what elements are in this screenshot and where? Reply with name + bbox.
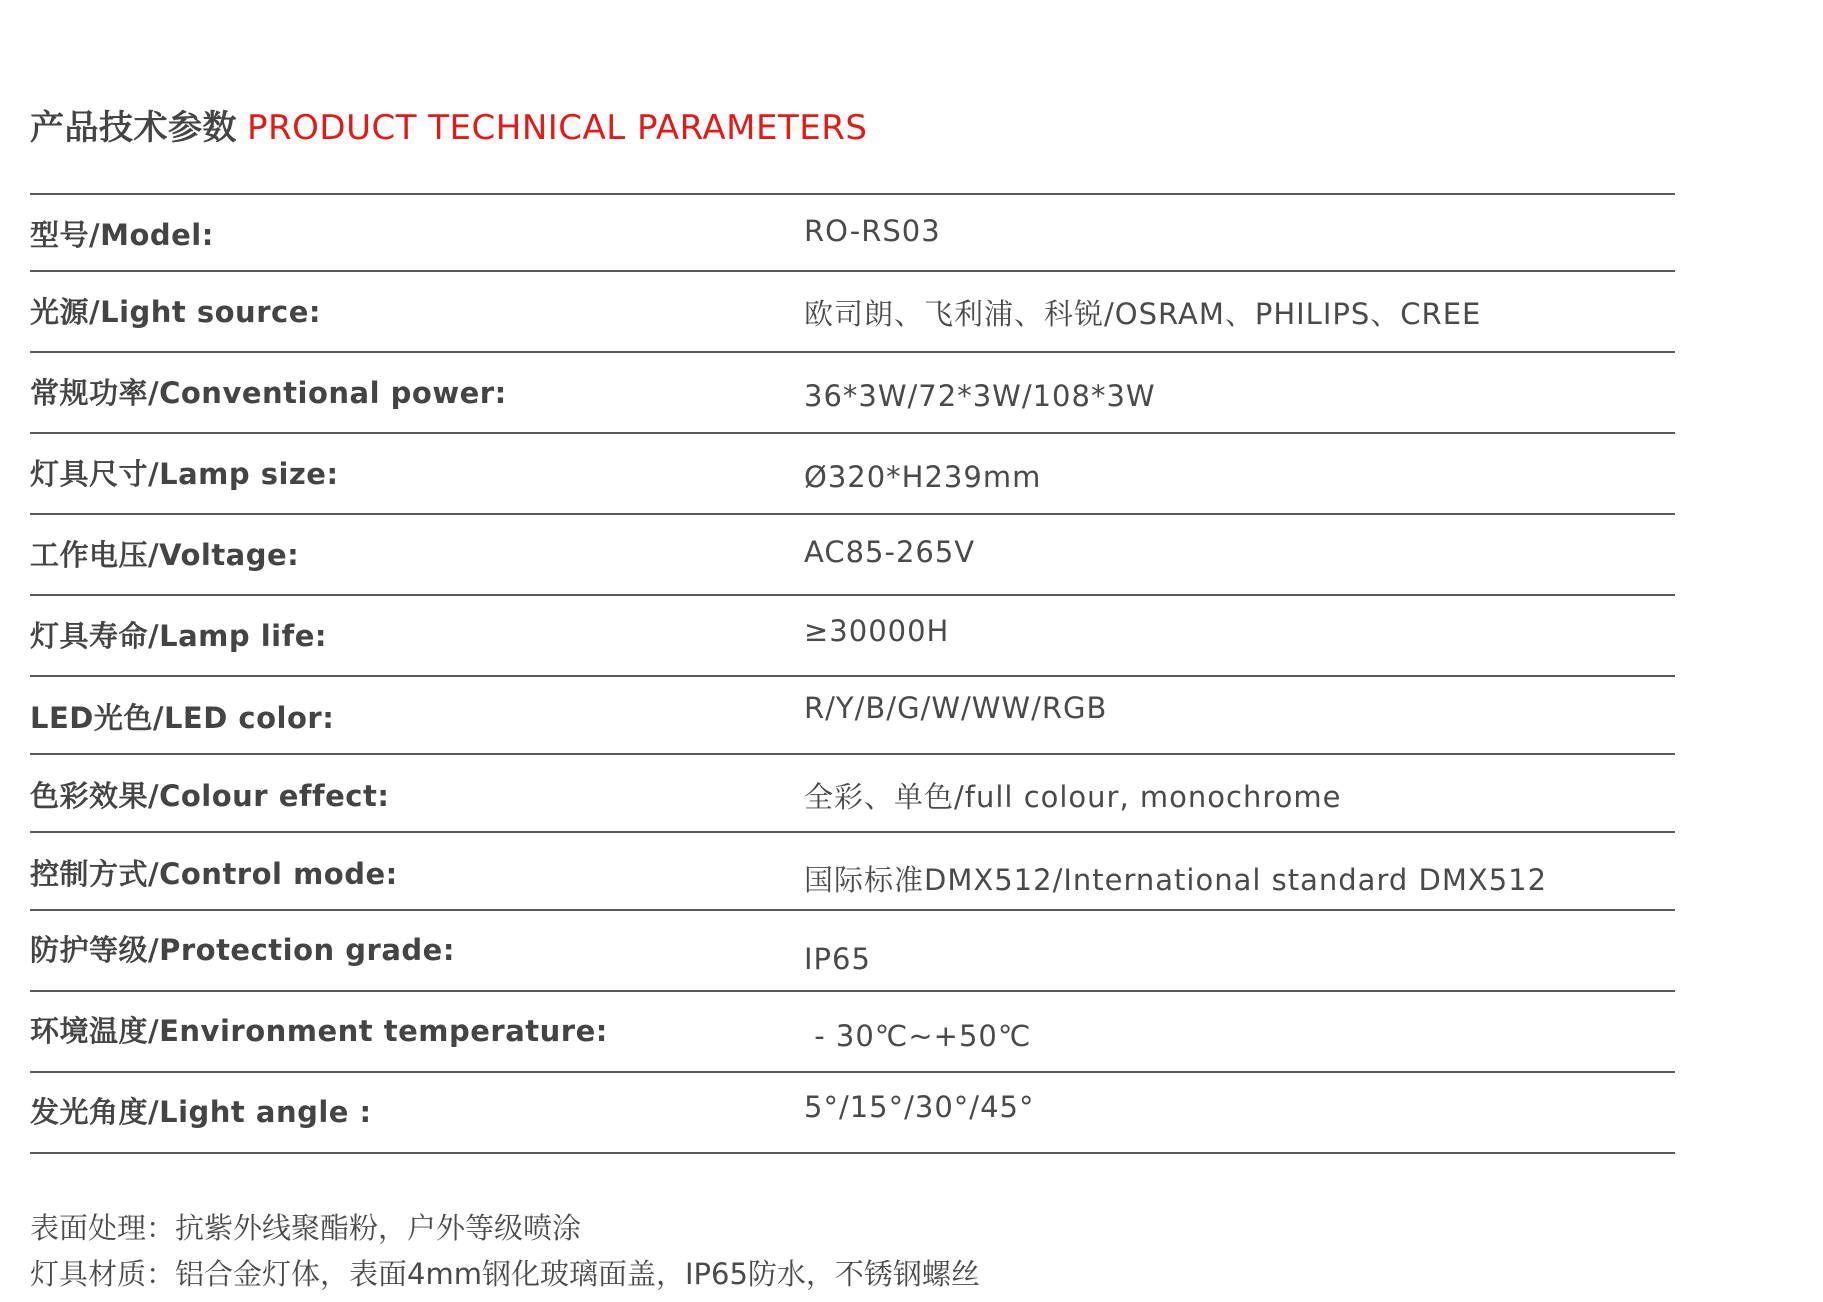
- spec-row-colour-effect: [30, 755, 1675, 833]
- spec-value: 国际标准DMX512/International standard DMX512: [804, 863, 1548, 897]
- spec-row-light-source: [30, 272, 1675, 353]
- spec-row-lamp-size: [30, 434, 1675, 515]
- spec-value: - 30℃~+50℃: [804, 1019, 1032, 1053]
- spec-row-light-angle: [30, 1073, 1675, 1154]
- spec-value: 36*3W/72*3W/108*3W: [804, 379, 1156, 413]
- spec-label: 防护等级/Protection grade:: [30, 933, 455, 967]
- spec-value: ≥30000H: [804, 614, 950, 648]
- spec-label: 灯具寿命/Lamp life:: [30, 619, 327, 653]
- spec-row-lamp-life: [30, 596, 1675, 677]
- spec-label: 灯具尺寸/Lamp size:: [30, 457, 339, 491]
- notes-section: [30, 1205, 980, 1297]
- spec-row-led-color: [30, 677, 1675, 755]
- title-chinese: 产品技术参数: [30, 108, 237, 148]
- spec-table: [30, 193, 1675, 1154]
- spec-value: 全彩、单色/full colour, monochrome: [804, 780, 1342, 814]
- spec-value: AC85-265V: [804, 535, 976, 569]
- spec-label: 型号/Model:: [30, 218, 214, 252]
- spec-row-model: [30, 195, 1675, 272]
- spec-value: Ø320*H239mm: [804, 460, 1042, 494]
- spec-row-voltage: [30, 515, 1675, 596]
- spec-row-control-mode: [30, 833, 1675, 911]
- spec-label: 环境温度/Environment temperature:: [30, 1014, 608, 1048]
- page-title: [30, 104, 867, 152]
- spec-value: RO-RS03: [804, 214, 941, 248]
- spec-label: 发光角度/Light angle :: [30, 1095, 372, 1129]
- spec-row-environment-temperature: [30, 992, 1675, 1073]
- spec-value: IP65: [804, 942, 871, 976]
- note-lamp-material: 灯具材质：铝合金灯体，表面4mm钢化玻璃面盖，IP65防水，不锈钢螺丝: [30, 1257, 980, 1291]
- spec-label: 控制方式/Control mode:: [30, 857, 398, 891]
- spec-row-protection-grade: [30, 911, 1675, 992]
- spec-row-power: [30, 353, 1675, 434]
- spec-value: R/Y/B/G/W/WW/RGB: [804, 691, 1108, 725]
- spec-value: 5°/15°/30°/45°: [804, 1090, 1035, 1124]
- spec-label: LED光色/LED color:: [30, 701, 335, 735]
- note-surface-treatment: 表面处理：抗紫外线聚酯粉，户外等级喷涂: [30, 1211, 582, 1245]
- spec-label: 工作电压/Voltage:: [30, 538, 300, 572]
- title-english: PRODUCT TECHNICAL PARAMETERS: [247, 108, 868, 148]
- spec-value: 欧司朗、飞利浦、科锐/OSRAM、PHILIPS、CREE: [804, 297, 1482, 331]
- spec-label: 常规功率/Conventional power:: [30, 376, 507, 410]
- spec-label: 光源/Light source:: [30, 295, 321, 329]
- spec-label: 色彩效果/Colour effect:: [30, 779, 390, 813]
